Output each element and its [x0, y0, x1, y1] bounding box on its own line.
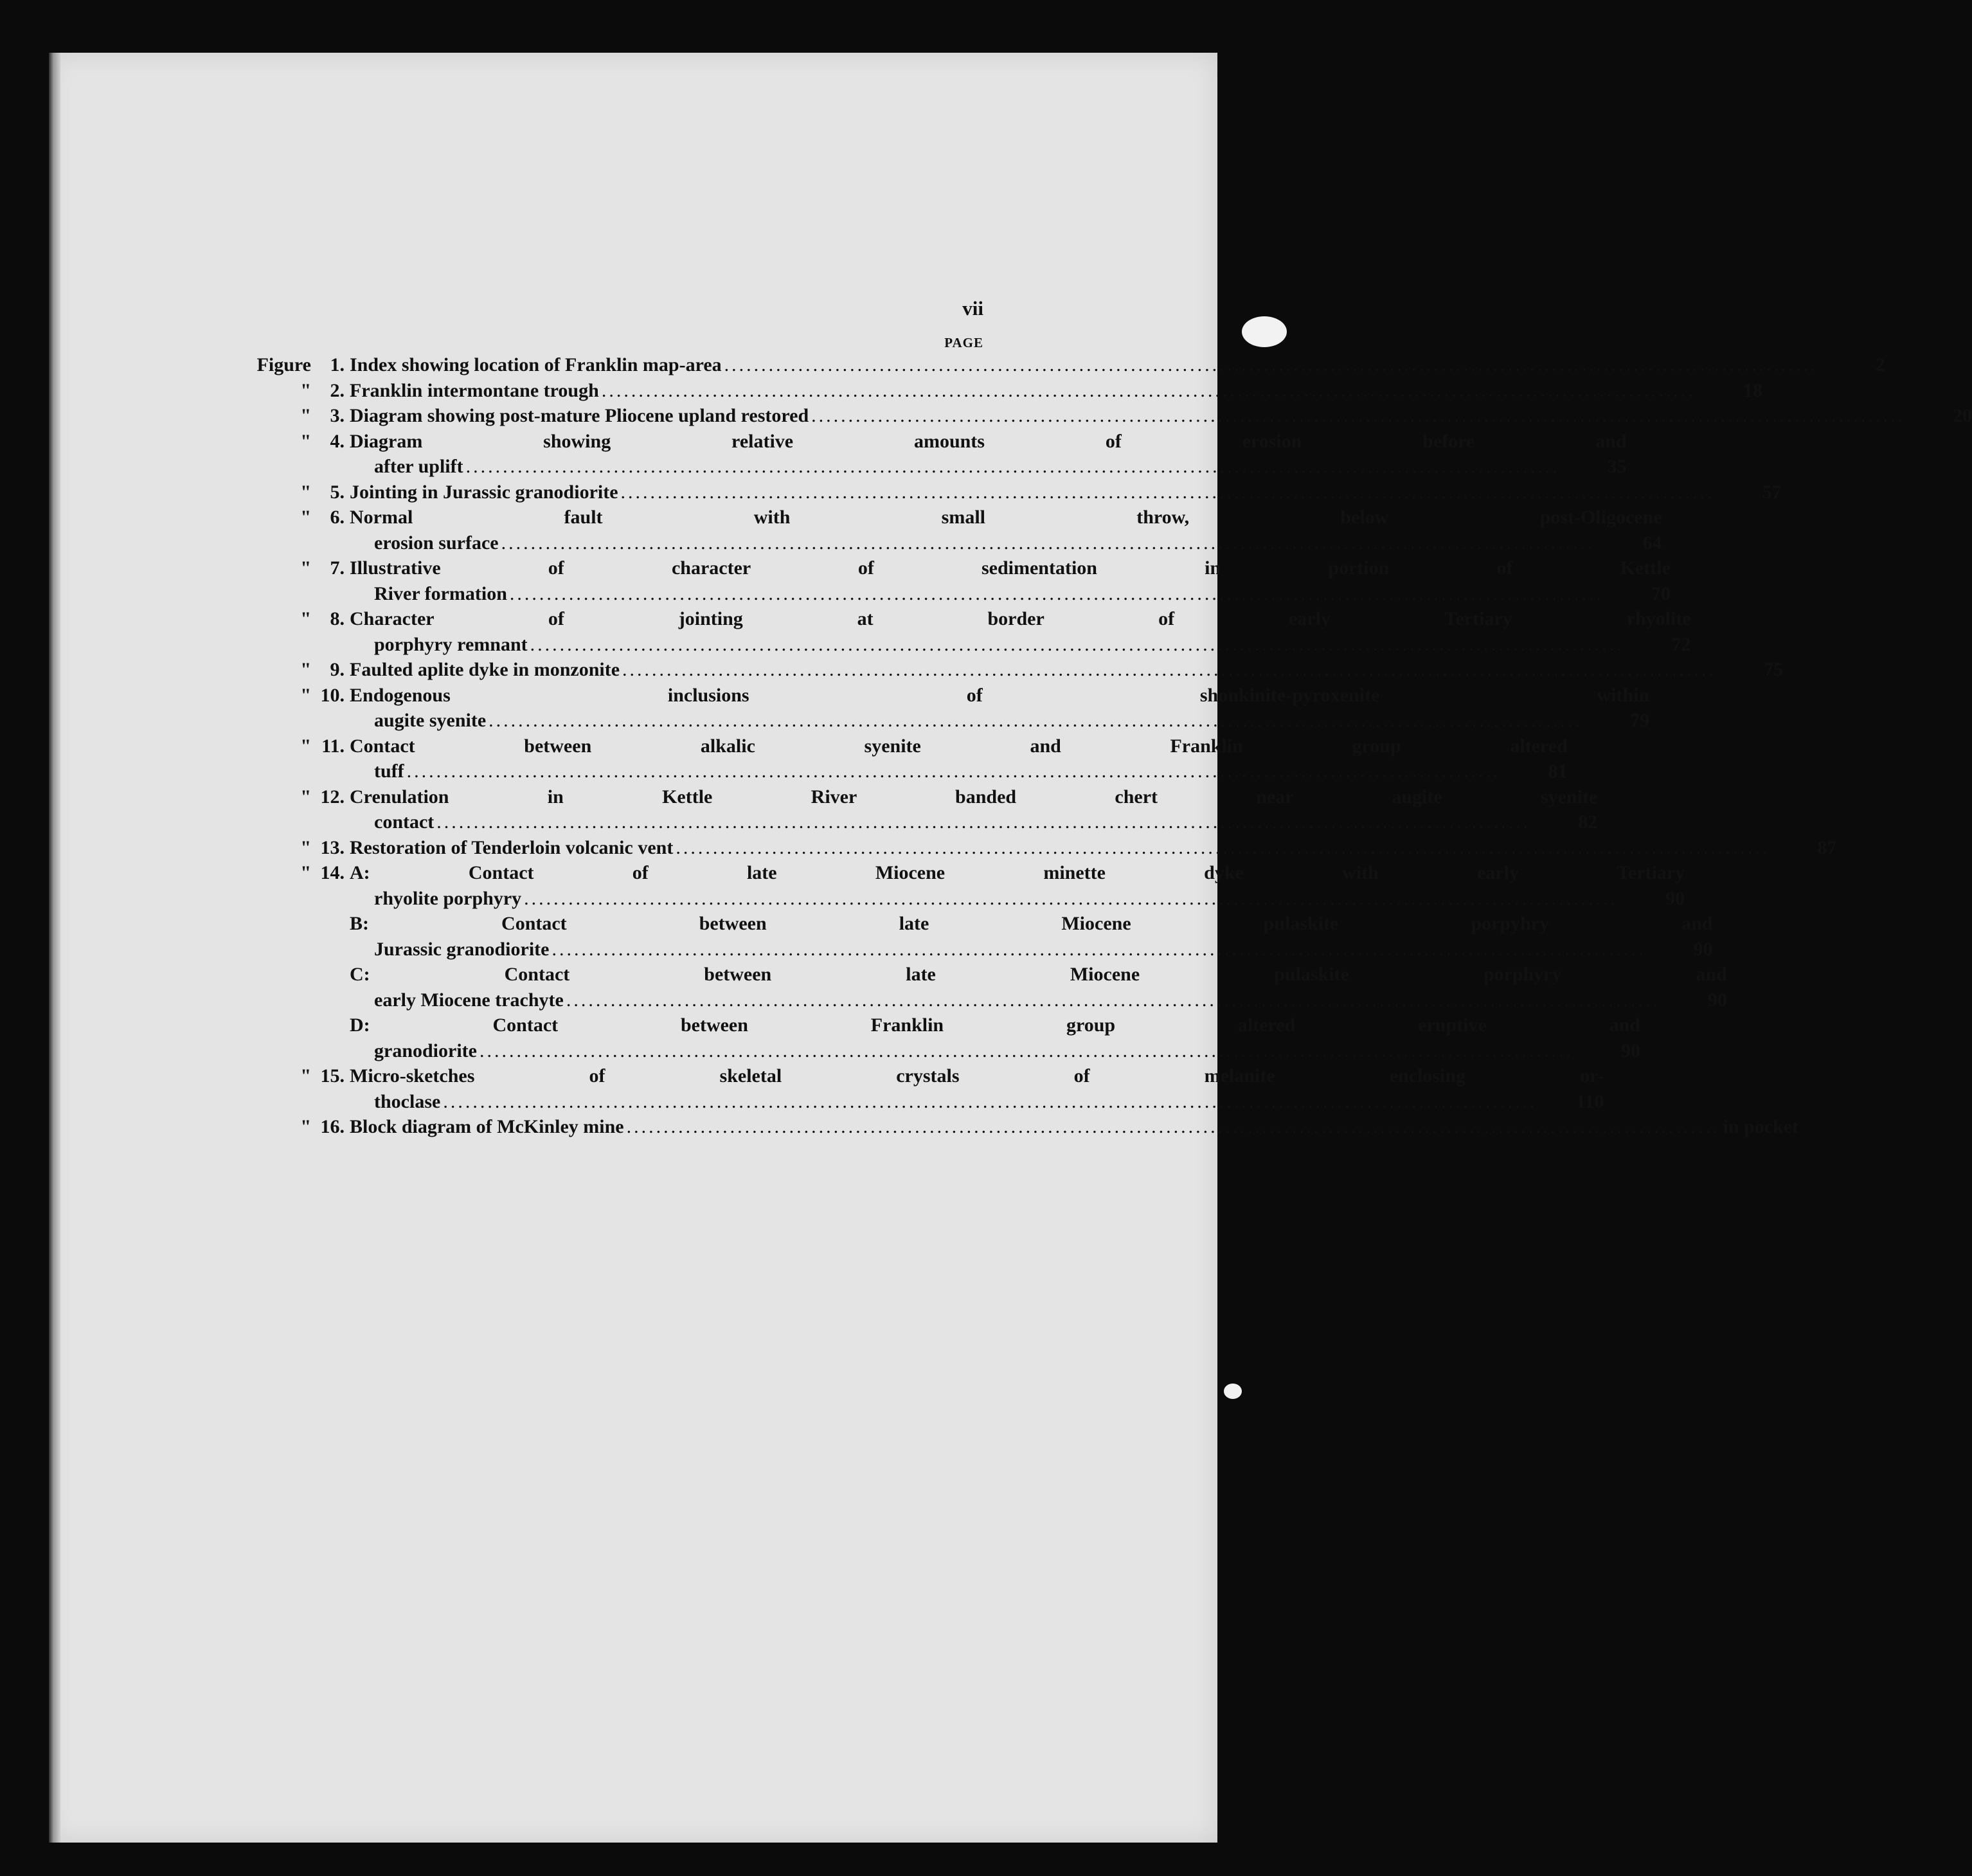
caption-text: Franklin intermontane trough [350, 379, 599, 401]
page-reference: 90 [1693, 938, 1713, 960]
ditto-mark: " [300, 405, 311, 426]
caption-text: C: Contact between late Miocene pulaskite porphyry and [350, 964, 1727, 985]
figure-number: 8. [330, 608, 345, 629]
figure-caption [350, 555, 1671, 606]
dot-leader [622, 657, 1716, 683]
figure-caption [350, 403, 1972, 429]
caption-text: Normal fault with small throw, below post-Oligocene [350, 507, 1662, 528]
figure-entry [244, 835, 1837, 861]
figure-caption [350, 352, 1885, 378]
dot-leader [510, 581, 1604, 607]
figure-number: 14. [320, 862, 345, 883]
dot-leader [524, 886, 1618, 912]
page-reference: 35 [1607, 456, 1627, 477]
ditto-mark: " [300, 507, 311, 528]
figure-caption [350, 962, 1727, 1013]
figure-caption [350, 429, 1627, 480]
ditto-mark: " [300, 1065, 311, 1087]
figure-entry [244, 403, 1972, 429]
caption-text: Diagram showing post-mature Pliocene upland restored [350, 405, 809, 426]
figure-entry [244, 1114, 1799, 1140]
page-reference: 70 [1651, 582, 1671, 604]
ditto-mark: " [300, 379, 311, 401]
page-reference: 18 [1743, 379, 1762, 401]
page-reference: in pocket [1723, 1116, 1799, 1137]
dot-leader [621, 480, 1715, 505]
ditto-mark: " [300, 786, 311, 807]
figure-caption [350, 505, 1662, 555]
figure-caption [350, 860, 1685, 911]
ditto-mark: " [300, 1116, 311, 1137]
caption-text: D: Contact between Franklin group altered eruptive and [350, 1015, 1640, 1036]
figure-number: 15. [320, 1065, 345, 1087]
figure-entry [244, 606, 1691, 657]
dot-leader [811, 403, 1905, 429]
caption-text: erosion surface [374, 532, 499, 554]
ditto-mark: " [300, 735, 311, 757]
caption-text: porphyry remnant [374, 633, 528, 655]
figure-number: 6. [330, 507, 345, 528]
caption-text: Contact between alkalic syenite and Franklin group altered [350, 735, 1568, 757]
page-reference: 64 [1642, 532, 1662, 554]
ditto-mark: " [300, 430, 311, 452]
figure-caption [350, 1114, 1798, 1140]
caption-text: B: Contact between late Miocene pulaskite porpyhry and [350, 913, 1713, 934]
figure-number: 3. [330, 405, 345, 426]
figure-number: 12. [320, 786, 345, 807]
figure-caption [350, 734, 1568, 784]
page-reference: 2 [1875, 354, 1885, 375]
figure-number: 2. [330, 379, 345, 401]
page-reference: 82 [1578, 811, 1598, 833]
page-reference: 57 [1762, 481, 1782, 503]
ditto-mark: " [300, 557, 311, 579]
dot-leader [480, 1038, 1573, 1064]
caption-text: Micro-sketches of skeletal crystals of melanite enclosing or- [350, 1065, 1604, 1087]
ditto-mark: " [300, 481, 311, 503]
page-reference: 110 [1575, 1090, 1604, 1112]
page-reference: 72 [1671, 633, 1691, 655]
ditto-mark: " [300, 608, 311, 629]
dot-leader [501, 530, 1595, 556]
figure-entry [244, 734, 1568, 784]
figure-number: 4. [330, 430, 345, 452]
list-of-figures [244, 352, 1972, 1140]
figure-caption [350, 480, 1782, 505]
page-column-header: PAGE [944, 335, 983, 350]
ditto-mark: " [300, 659, 311, 680]
ditto-mark: " [300, 684, 311, 706]
caption-text: Character of jointing at border of early Tertiary rhyolite [350, 608, 1691, 629]
figure-caption [350, 378, 1762, 404]
figure-entry [244, 683, 1650, 734]
figure-entry [244, 555, 1671, 606]
caption-text: after uplift [374, 456, 463, 477]
page-smudge [1224, 1384, 1242, 1399]
figure-caption [350, 1063, 1604, 1114]
figure-caption [350, 657, 1783, 683]
caption-text: rhyolite porphyry [374, 887, 522, 909]
figure-number: 10. [320, 684, 345, 706]
dot-leader [530, 632, 1624, 658]
figure-entry [244, 429, 1627, 480]
figure-caption [350, 606, 1691, 657]
figure-caption [350, 911, 1712, 962]
page-reference: 90 [1620, 1040, 1640, 1061]
figure-number: 1. [330, 354, 345, 375]
page-reference: 75 [1764, 659, 1784, 680]
caption-text: granodiorite [374, 1040, 477, 1061]
caption-text: thoclase [374, 1090, 441, 1112]
page-reference: 87 [1817, 836, 1837, 858]
page-reference: 90 [1665, 887, 1685, 909]
figure-caption [350, 784, 1597, 835]
caption-text: Jurassic granodiorite [374, 938, 550, 960]
dot-leader [676, 835, 1770, 861]
caption-text: Faulted aplite dyke in monzonite [350, 659, 620, 680]
figure-entry [244, 352, 1885, 378]
figure-number: 7. [330, 557, 345, 579]
page-reference: 81 [1548, 761, 1568, 782]
page-reference: 79 [1630, 710, 1650, 731]
figure-caption [350, 1013, 1640, 1063]
caption-text: contact [374, 811, 435, 833]
figure-entry [244, 860, 1685, 911]
page-smudge [1242, 316, 1287, 347]
page-number: vii [962, 297, 983, 320]
figure-label: Figure [256, 354, 311, 375]
figure-entry [244, 657, 1784, 683]
figure-entry [244, 505, 1662, 555]
caption-text: A: Contact of late Miocene minette dyke with early Tertiary [350, 862, 1685, 883]
ditto-mark: " [300, 862, 311, 883]
figure-number: 11. [321, 735, 345, 757]
figure-entry [244, 1063, 1604, 1114]
caption-text: Crenulation in Kettle River banded chert near augite syenite [350, 786, 1598, 807]
caption-text: Index showing location of Franklin map-area [350, 354, 722, 375]
figure-entry [244, 1013, 1640, 1063]
figure-number: 16. [320, 1116, 345, 1137]
figure-number: 13. [320, 836, 345, 858]
dot-leader [466, 454, 1560, 480]
dot-leader [443, 1089, 1537, 1115]
caption-text: early Miocene trachyte [374, 989, 564, 1011]
figure-number: 9. [330, 659, 345, 680]
caption-text: Diagram showing relative amounts of erosion before and [350, 430, 1627, 452]
ditto-mark: " [300, 836, 311, 858]
dot-leader [602, 378, 1696, 404]
figure-entry [244, 911, 1713, 962]
caption-text: augite syenite [374, 710, 487, 731]
figure-caption [350, 683, 1649, 734]
caption-text: River formation [374, 582, 507, 604]
caption-text: Restoration of Tenderloin volcanic vent [350, 836, 674, 858]
figure-entry [244, 784, 1598, 835]
caption-text: Block diagram of McKinley mine [350, 1116, 624, 1137]
figure-entry [244, 480, 1782, 505]
caption-text: Endogenous inclusions of shonkinite-pyroxenite within [350, 684, 1650, 706]
figure-number: 5. [330, 481, 345, 503]
book-spine-edge [49, 53, 60, 1843]
dot-leader [489, 708, 1582, 734]
caption-text: Jointing in Jurassic granodiorite [350, 481, 618, 503]
dot-leader [407, 759, 1501, 784]
figure-caption [350, 835, 1836, 861]
caption-text: Illustrative of character of sedimentation in portion of Kettle [350, 557, 1671, 579]
dot-leader [436, 809, 1530, 835]
page-reference: 20 [1953, 405, 1972, 426]
dot-leader [566, 988, 1660, 1013]
dot-leader [724, 352, 1818, 378]
dot-leader [627, 1114, 1721, 1140]
figure-entry [244, 962, 1727, 1013]
caption-text: tuff [374, 761, 404, 782]
page-reference: 90 [1707, 989, 1727, 1011]
figure-entry [244, 378, 1762, 404]
dot-leader [551, 937, 1645, 962]
